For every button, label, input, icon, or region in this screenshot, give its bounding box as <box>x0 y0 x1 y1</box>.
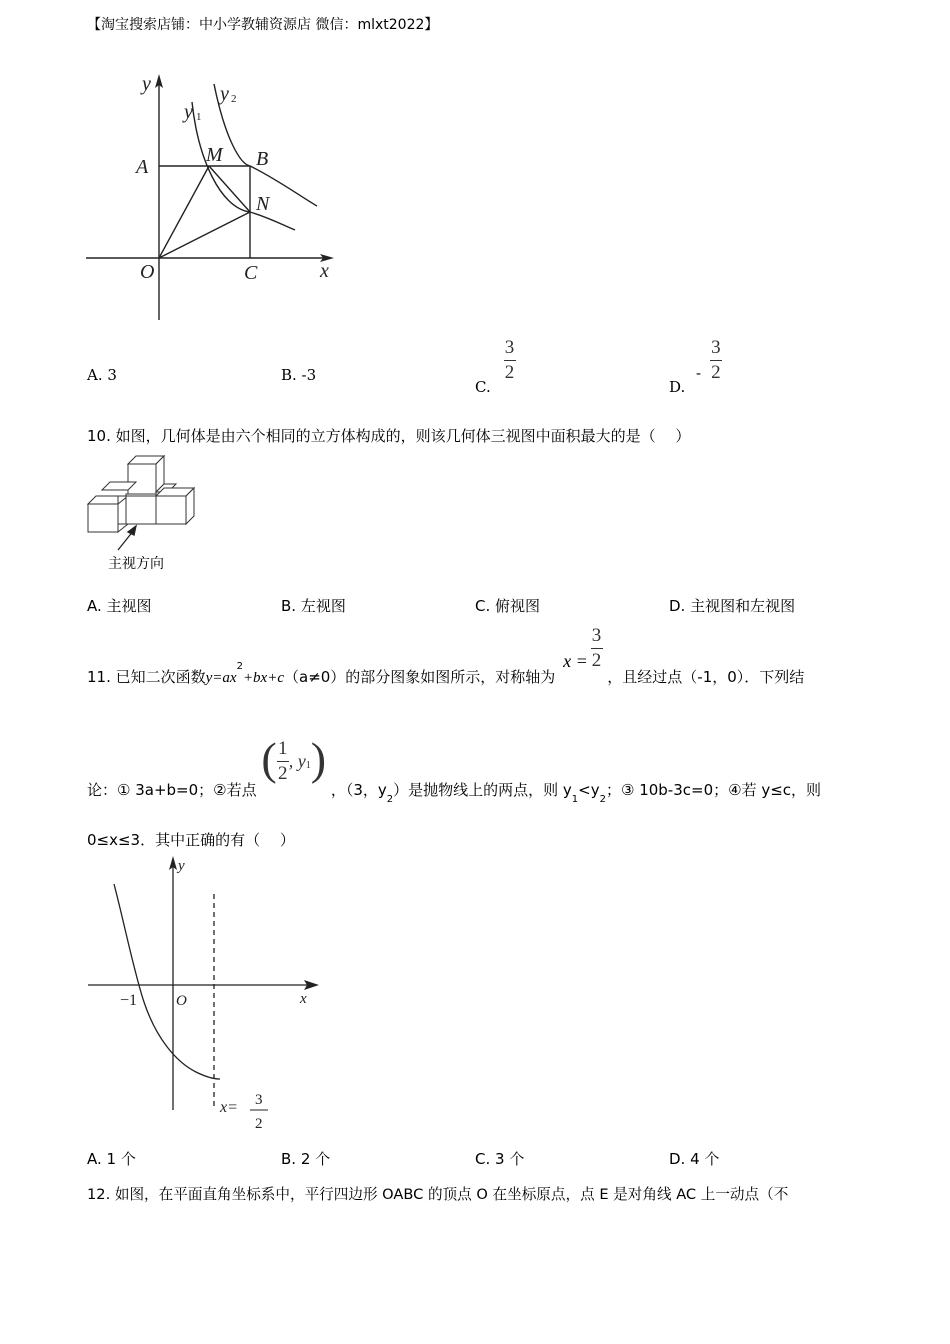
q11-label-axis-num: 3 <box>255 1092 263 1108</box>
q12-stem: 12. 如图，在平面直角坐标系中，平行四边形 OABC 的顶点 O 在坐标原点，点 E 是对角线 AC 上一动点（不 <box>87 1186 789 1203</box>
q11-axis-den: 2 <box>591 649 602 671</box>
q9-option-b[interactable]: B. -3 <box>281 366 317 384</box>
q9-segment-MN <box>209 166 250 212</box>
q11-label-y: y <box>178 858 185 874</box>
q9-label-B: B <box>256 148 269 170</box>
page-header: 【淘宝搜索店铺：中小学教辅资源店 微信：mlxt2022】 <box>87 17 439 33</box>
q9-label-N: N <box>256 193 270 215</box>
q9-label-x: x <box>320 260 329 282</box>
q11-line2-b: ，（3，y <box>330 780 387 799</box>
q9-option-d-prefix: D. <box>669 378 686 397</box>
q11-label-axis-eq: x= <box>220 1099 238 1116</box>
q10-option-d[interactable]: D. 主视图和左视图 <box>669 597 796 615</box>
q9-curve-y2 <box>214 84 317 206</box>
q10-figure-caption: 主视方向 <box>108 556 164 572</box>
q9-c-den: 2 <box>504 361 515 383</box>
q11-figure <box>84 852 324 1138</box>
q9-label-M: M <box>206 144 223 166</box>
q11-line2-b-sub: 2 <box>386 793 394 805</box>
q11-cond: （a≠0）的部分图象如图所示，对称轴为 <box>284 667 556 686</box>
q11-point-num: 1 <box>277 737 288 759</box>
q11-stem-part1: 11. 已知二次函数 <box>87 667 206 686</box>
q11-line2-d: ；③ 10b-3c=0；④若 y≤c，则 <box>605 780 822 799</box>
q9-label-y1: y <box>184 101 193 123</box>
q11-stem-part2: ，且经过点（-1，0）．下列结 <box>607 667 805 686</box>
q11-axis-fraction <box>591 626 603 671</box>
q9-label-O: O <box>140 261 155 283</box>
q11-line2-c-sub1: 1 <box>571 793 579 805</box>
q10-stem: 10. 如图，几何体是由六个相同的立方体构成的，则该几何体三视图中面积最大的是（ ） <box>87 427 691 445</box>
q9-figure <box>80 68 350 326</box>
q9-option-d-fraction <box>710 338 722 383</box>
q11-line2-c: ）是抛物线上的两点，则 y <box>393 780 572 799</box>
q9-segment-ON <box>159 212 250 258</box>
q11-point-y: , y <box>288 750 306 771</box>
q11-func-rest: +bx+c <box>242 669 284 686</box>
q9-option-d-minus: - <box>696 364 702 383</box>
q11-option-b[interactable]: B. 2 个 <box>281 1150 331 1168</box>
q11-point-fraction <box>277 739 289 784</box>
q11-parabola <box>114 884 220 1079</box>
q11-axis-x: x = <box>563 650 588 671</box>
q9-label-y: y <box>142 73 151 95</box>
q11-option-c[interactable]: C. 3 个 <box>475 1150 525 1168</box>
q9-option-d[interactable] <box>669 337 722 397</box>
q9-segment-OM <box>159 166 209 258</box>
q9-d-den: 2 <box>711 361 721 383</box>
q11-label-minus1: −1 <box>120 992 138 1009</box>
q11-line2-c-mid: <y <box>578 780 600 799</box>
q9-label-A: A <box>136 156 149 178</box>
q9-option-c-prefix: C. <box>475 378 491 397</box>
q11-stem-line2 <box>87 733 822 805</box>
q9-option-a[interactable]: A. 3 <box>87 366 117 384</box>
q9-option-c[interactable] <box>475 337 516 397</box>
q11-func: y=ax <box>205 669 237 686</box>
q11-point: ( $\frac{1}{2}$ , y $_1$ ) <box>261 733 327 784</box>
q9-d-num: 3 <box>711 337 721 358</box>
q9-label-C: C <box>244 262 258 284</box>
q9-option-c-fraction <box>504 338 516 383</box>
q11-line2-c-sub2: 2 <box>599 793 606 805</box>
q11-func-sup: 2 <box>236 660 243 672</box>
q9-label-y2: y <box>220 83 229 105</box>
q10-option-c[interactable]: C. 俯视图 <box>475 597 541 615</box>
q9-label-y2-sub: 2 <box>231 93 237 105</box>
q11-point-y-sub: 1 <box>305 759 311 771</box>
q11-axis-num: 3 <box>591 625 602 646</box>
q11-label-axis-den: 2 <box>255 1116 263 1132</box>
q11-label-O: O <box>176 993 187 1009</box>
q9-c-num: 3 <box>504 337 515 358</box>
q11-label-x: x <box>300 991 307 1007</box>
q9-label-y1-sub: 1 <box>196 111 202 123</box>
q11-option-a[interactable]: A. 1 个 <box>87 1150 136 1168</box>
q11-option-d[interactable]: D. 4 个 <box>669 1150 720 1168</box>
q11-stem-line3: 0≤x≤3．其中正确的有（ ） <box>87 831 295 849</box>
q10-option-a[interactable]: A. 主视图 <box>87 597 152 615</box>
q11-point-den: 2 <box>277 762 288 784</box>
q10-option-b[interactable]: B. 左视图 <box>281 597 346 615</box>
q11-line2-a: 论：① 3a+b=0；②若点 <box>87 780 257 799</box>
